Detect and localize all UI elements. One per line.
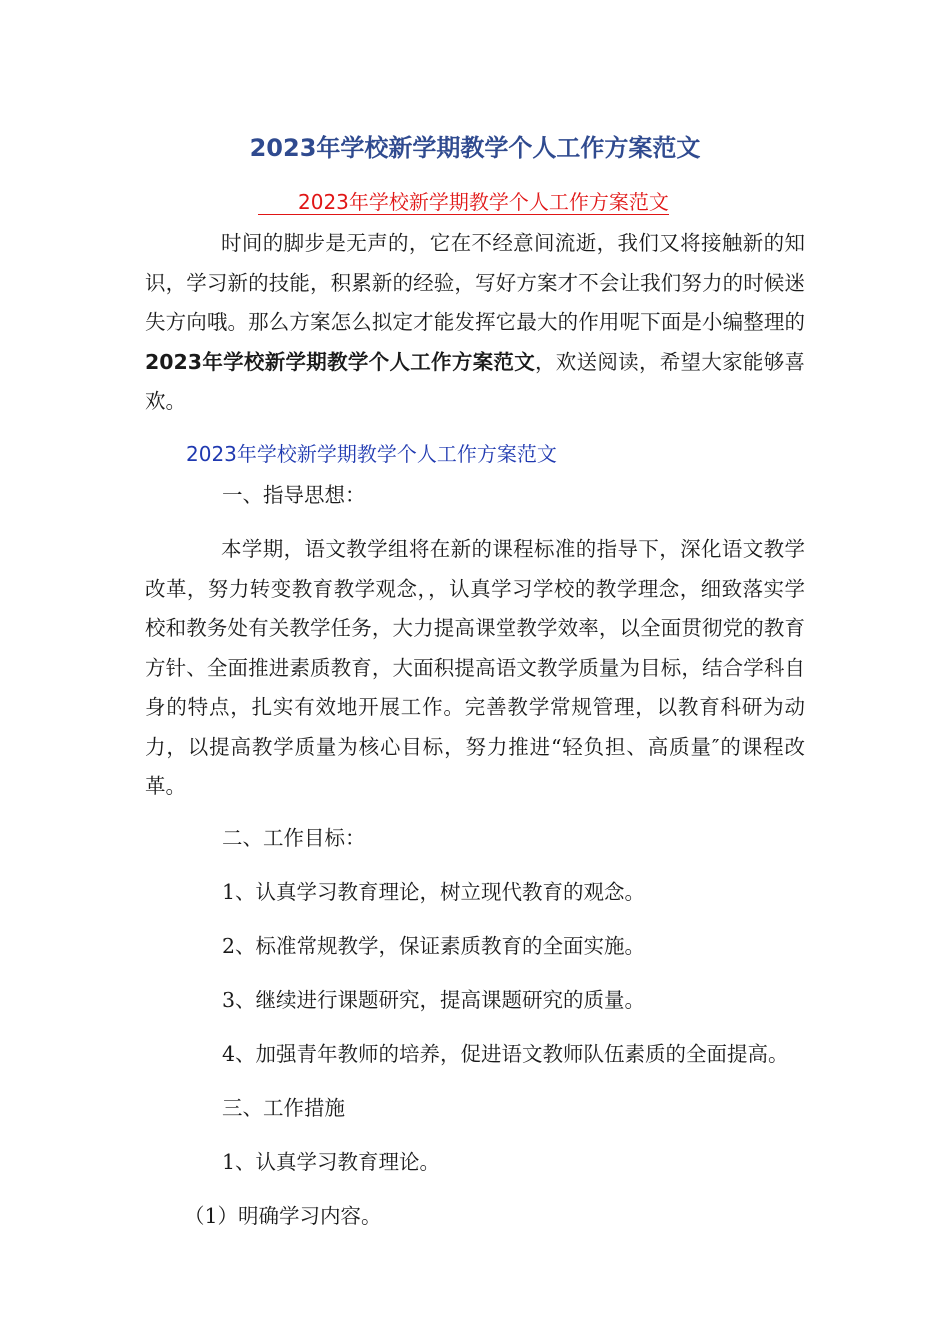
goal-item: 4、加强青年教师的培养，促进语文教师队伍素质的全面提高。 bbox=[222, 1042, 789, 1066]
measure-sub-item: （1）明确学习内容。 bbox=[184, 1204, 382, 1228]
goal-item: 2、标准常规教学，保证素质教育的全面实施。 bbox=[222, 934, 646, 958]
document-subtitle-link[interactable] bbox=[258, 186, 698, 215]
measure-item: 1、认真学习教育理论。 bbox=[222, 1150, 441, 1174]
heading-work-measures: 三、工作措施 bbox=[222, 1096, 345, 1120]
subtitle-underline-pad bbox=[258, 194, 298, 215]
subtitle-text: 2023年学校新学期教学个人工作方案范文 bbox=[298, 190, 669, 214]
goal-item: 1、认真学习教育理论，树立现代教育的观念。 bbox=[222, 880, 646, 904]
document-title: 2023年学校新学期教学个人工作方案范文 bbox=[249, 134, 701, 162]
goal-item: 3、继续进行课题研究，提高课题研究的质量。 bbox=[222, 988, 646, 1012]
intro-text-before: 时间的脚步是无声的，它在不经意间流逝，我们又将接触新的知识，学习新的技能，积累新的经验，写好方案才不会让我们努力的时候迷失方向哦。那么方案怎么拟定才能发挥它最大的作用呢下面是小编整理的 bbox=[145, 231, 805, 334]
intro-text-bold: 2023年学校新学期教学个人工作方案范文 bbox=[145, 349, 536, 374]
heading-work-goals: 二、工作目标： bbox=[222, 826, 366, 850]
section-title: 2023年学校新学期教学个人工作方案范文 bbox=[186, 442, 557, 466]
intro-text-after: ，欢送阅读，希望大家能够喜欢。 bbox=[145, 349, 806, 413]
intro-paragraph bbox=[145, 224, 805, 422]
heading-guiding-thought: 一、指导思想： bbox=[222, 483, 366, 507]
paragraph-guiding-thought: 本学期，语文教学组将在新的课程标准的指导下，深化语文教学改革，努力转变教育教学观念，，认真学习学校的教学理念，细致落实学校和教务处有关教学任务，大力提高课堂教学效率，以全面贯彻党的教育方针、全面推进素质教育，大面积提高语文教学质量为目标，结合学科自身的特点，扎实有效地开展工作。完善教学常规管理，以教育科研为动力，以提高教学质量为核心目标，努力推进“轻负担、高质量″的课程改革。 bbox=[145, 537, 805, 798]
